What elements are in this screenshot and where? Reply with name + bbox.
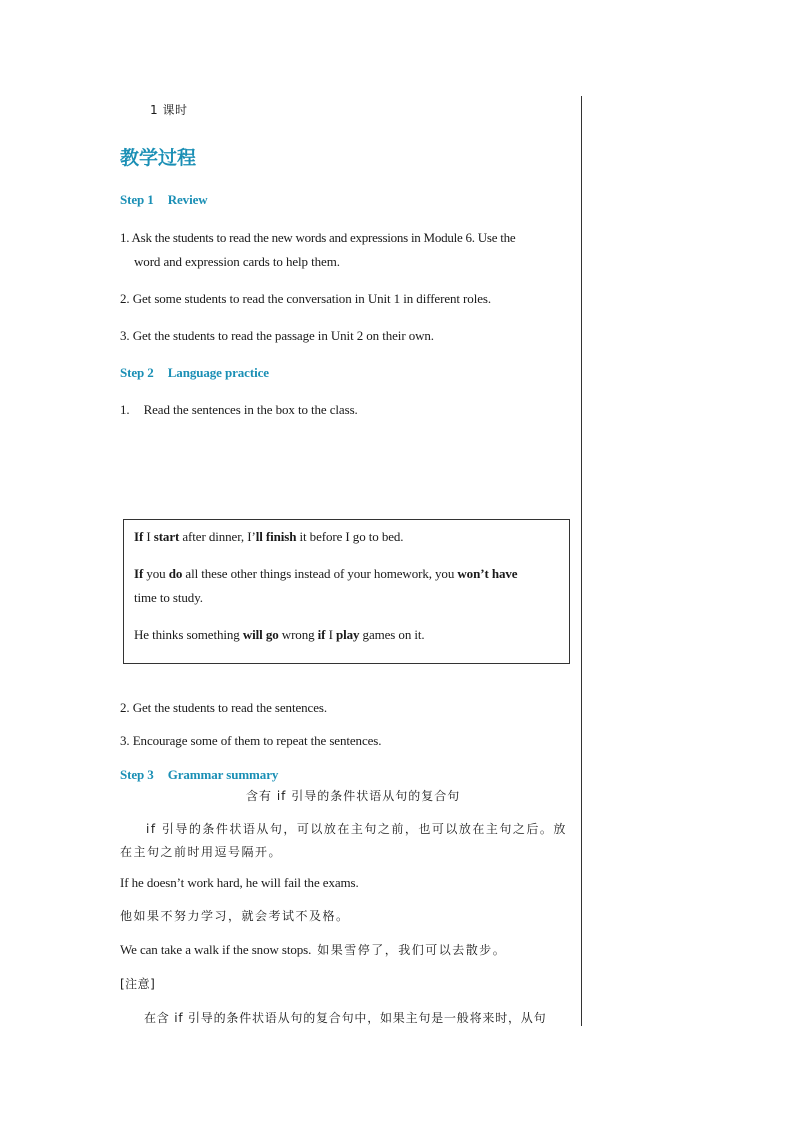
step2-item-1-text: Read the sentences in the box to the class.: [143, 402, 358, 417]
step2-heading: [120, 365, 269, 381]
box-sentence-3: He thinks something will go wrong if I play games on it.: [134, 627, 425, 642]
grammar-explanation-line2: 在主句之前时用逗号隔开。: [120, 845, 283, 859]
note-label: [注意]: [120, 977, 156, 991]
box-sentence-2-continued: time to study.: [134, 590, 203, 605]
step1-item-3: 3. Get the students to read the passage in Unit 2 on their own.: [120, 328, 434, 343]
step1-heading: [120, 192, 208, 208]
example-1-chinese: 他如果不努力学习，就会考试不及格。: [120, 909, 350, 923]
box-sentence-1: If I start after dinner, I’ll finish it before I go to bed.: [134, 529, 404, 544]
example-2-chinese: 如果雪停了，我们可以去散步。: [317, 943, 507, 957]
step2-item-1: [120, 402, 358, 418]
step1-item-1-line1: 1. Ask the students to read the new words and expressions in Module 6. Use the: [120, 230, 516, 245]
step2-item-3: 3. Encourage some of them to repeat the sentences.: [120, 733, 382, 748]
example-1-english: If he doesn’t work hard, he will fail the exams.: [120, 875, 359, 890]
step2-item-2: 2. Get the students to read the sentences.: [120, 700, 327, 715]
step3-number: Step 3: [120, 767, 154, 782]
step2-item-1-number: 1.: [120, 402, 130, 417]
section-title: 教学过程: [120, 147, 197, 169]
step2-title: Language practice: [167, 365, 269, 380]
note-text: 在含 if 引导的条件状语从句的复合句中，如果主句是一般将来时，从句: [144, 1011, 547, 1025]
grammar-explanation-line1: if 引导的条件状语从句，可以放在主句之前，也可以放在主句之后。放: [146, 822, 567, 836]
step3-title: Grammar summary: [167, 767, 279, 782]
example-2: [120, 942, 506, 958]
grammar-title: 含有 if 引导的条件状语从句的复合句: [246, 789, 461, 803]
step1-title: Review: [167, 192, 208, 207]
step3-heading: [120, 767, 278, 783]
class-hours-label: 1 课时: [150, 103, 188, 117]
margin-rule: [581, 96, 582, 1026]
step2-number: Step 2: [120, 365, 154, 380]
step1-item-2: 2. Get some students to read the conversation in Unit 1 in different roles.: [120, 291, 491, 306]
box-sentence-2: If you do all these other things instead of your homework, you won’t have: [134, 566, 518, 581]
step1-number: Step 1: [120, 192, 154, 207]
example-2-english: We can take a walk if the snow stops.: [120, 942, 312, 957]
step1-item-1-line2: word and expression cards to help them.: [134, 254, 340, 269]
